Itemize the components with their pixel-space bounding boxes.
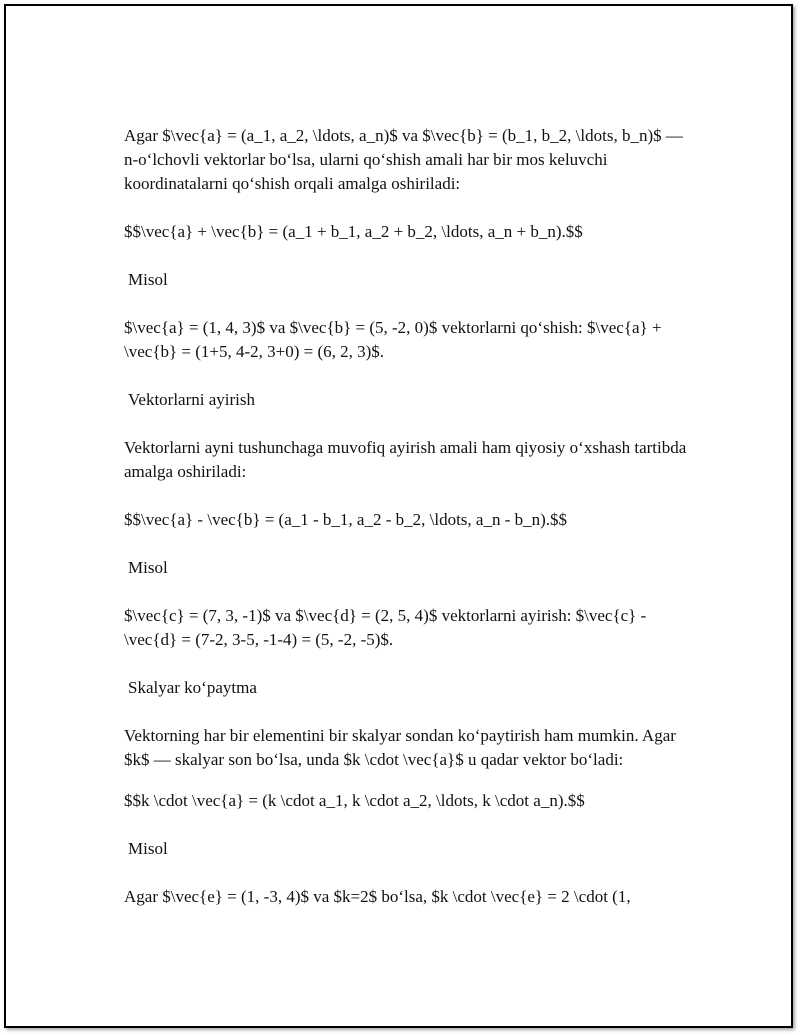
vector-addition-paragraph: Agar $\vec{a} = (a_1, a_2, \ldots, a_n)$ va $\vec{b} = (b_1, b_2, \ldots, b_n)$ — n-o‘lchovli vektorlar bo‘lsa, ularni qo‘shish amali har bir mos keluvchi koordinatalarni qo‘shish orqali amalga oshiriladi: xyxy=(124,126,683,193)
subtraction-paragraph: Vektorlarni ayni tushunchaga muvofiq ayirish amali ham qiyosiy o‘xshash tartibda amalga oshiriladi: xyxy=(124,438,687,481)
scalar-product-example: Agar $\vec{e} = (1, -3, 4)$ va $k=2$ bo‘lsa, $k \cdot \vec{e} = 2 \cdot (1, xyxy=(124,887,631,906)
subtraction-example: $\vec{c} = (7, 3, -1)$ va $\vec{d} = (2, 5, 4)$ vektorlarni ayirish: $\vec{c} - \vec{d} = (7-2, 3-5, -1-4) = (5, -2, -5)$. xyxy=(124,606,647,649)
example-heading-1: Misol xyxy=(128,270,168,289)
page-content xyxy=(124,124,690,933)
scalar-product-heading: Skalyar ko‘paytma xyxy=(128,678,257,697)
subtraction-formula: $$\vec{a} - \vec{b} = (a_1 - b_1, a_2 - b_2, \ldots, a_n - b_n).$$ xyxy=(124,510,568,529)
subtraction-heading: Vektorlarni ayirish xyxy=(128,390,255,409)
scalar-product-paragraph: Vektorning har bir elementini bir skalyar sondan ko‘paytirish ham mumkin. Agar $k$ — skalyar son bo‘lsa, unda $k \cdot \vec{a}$ u qadar vektor bo‘ladi: xyxy=(124,726,676,769)
addition-example: $\vec{a} = (1, 4, 3)$ va $\vec{b} = (5, -2, 0)$ vektorlarni qo‘shish: $\vec{a} + \vec{b} = (1+5, 4-2, 3+0) = (6, 2, 3)$. xyxy=(124,318,662,361)
addition-formula: $$\vec{a} + \vec{b} = (a_1 + b_1, a_2 + b_2, \ldots, a_n + b_n).$$ xyxy=(124,222,583,241)
document-page xyxy=(4,4,793,1028)
example-heading-3: Misol xyxy=(128,839,168,858)
scalar-product-formula: $$k \cdot \vec{a} = (k \cdot a_1, k \cdot a_2, \ldots, k \cdot a_n).$$ xyxy=(124,791,585,810)
example-heading-2: Misol xyxy=(128,558,168,577)
